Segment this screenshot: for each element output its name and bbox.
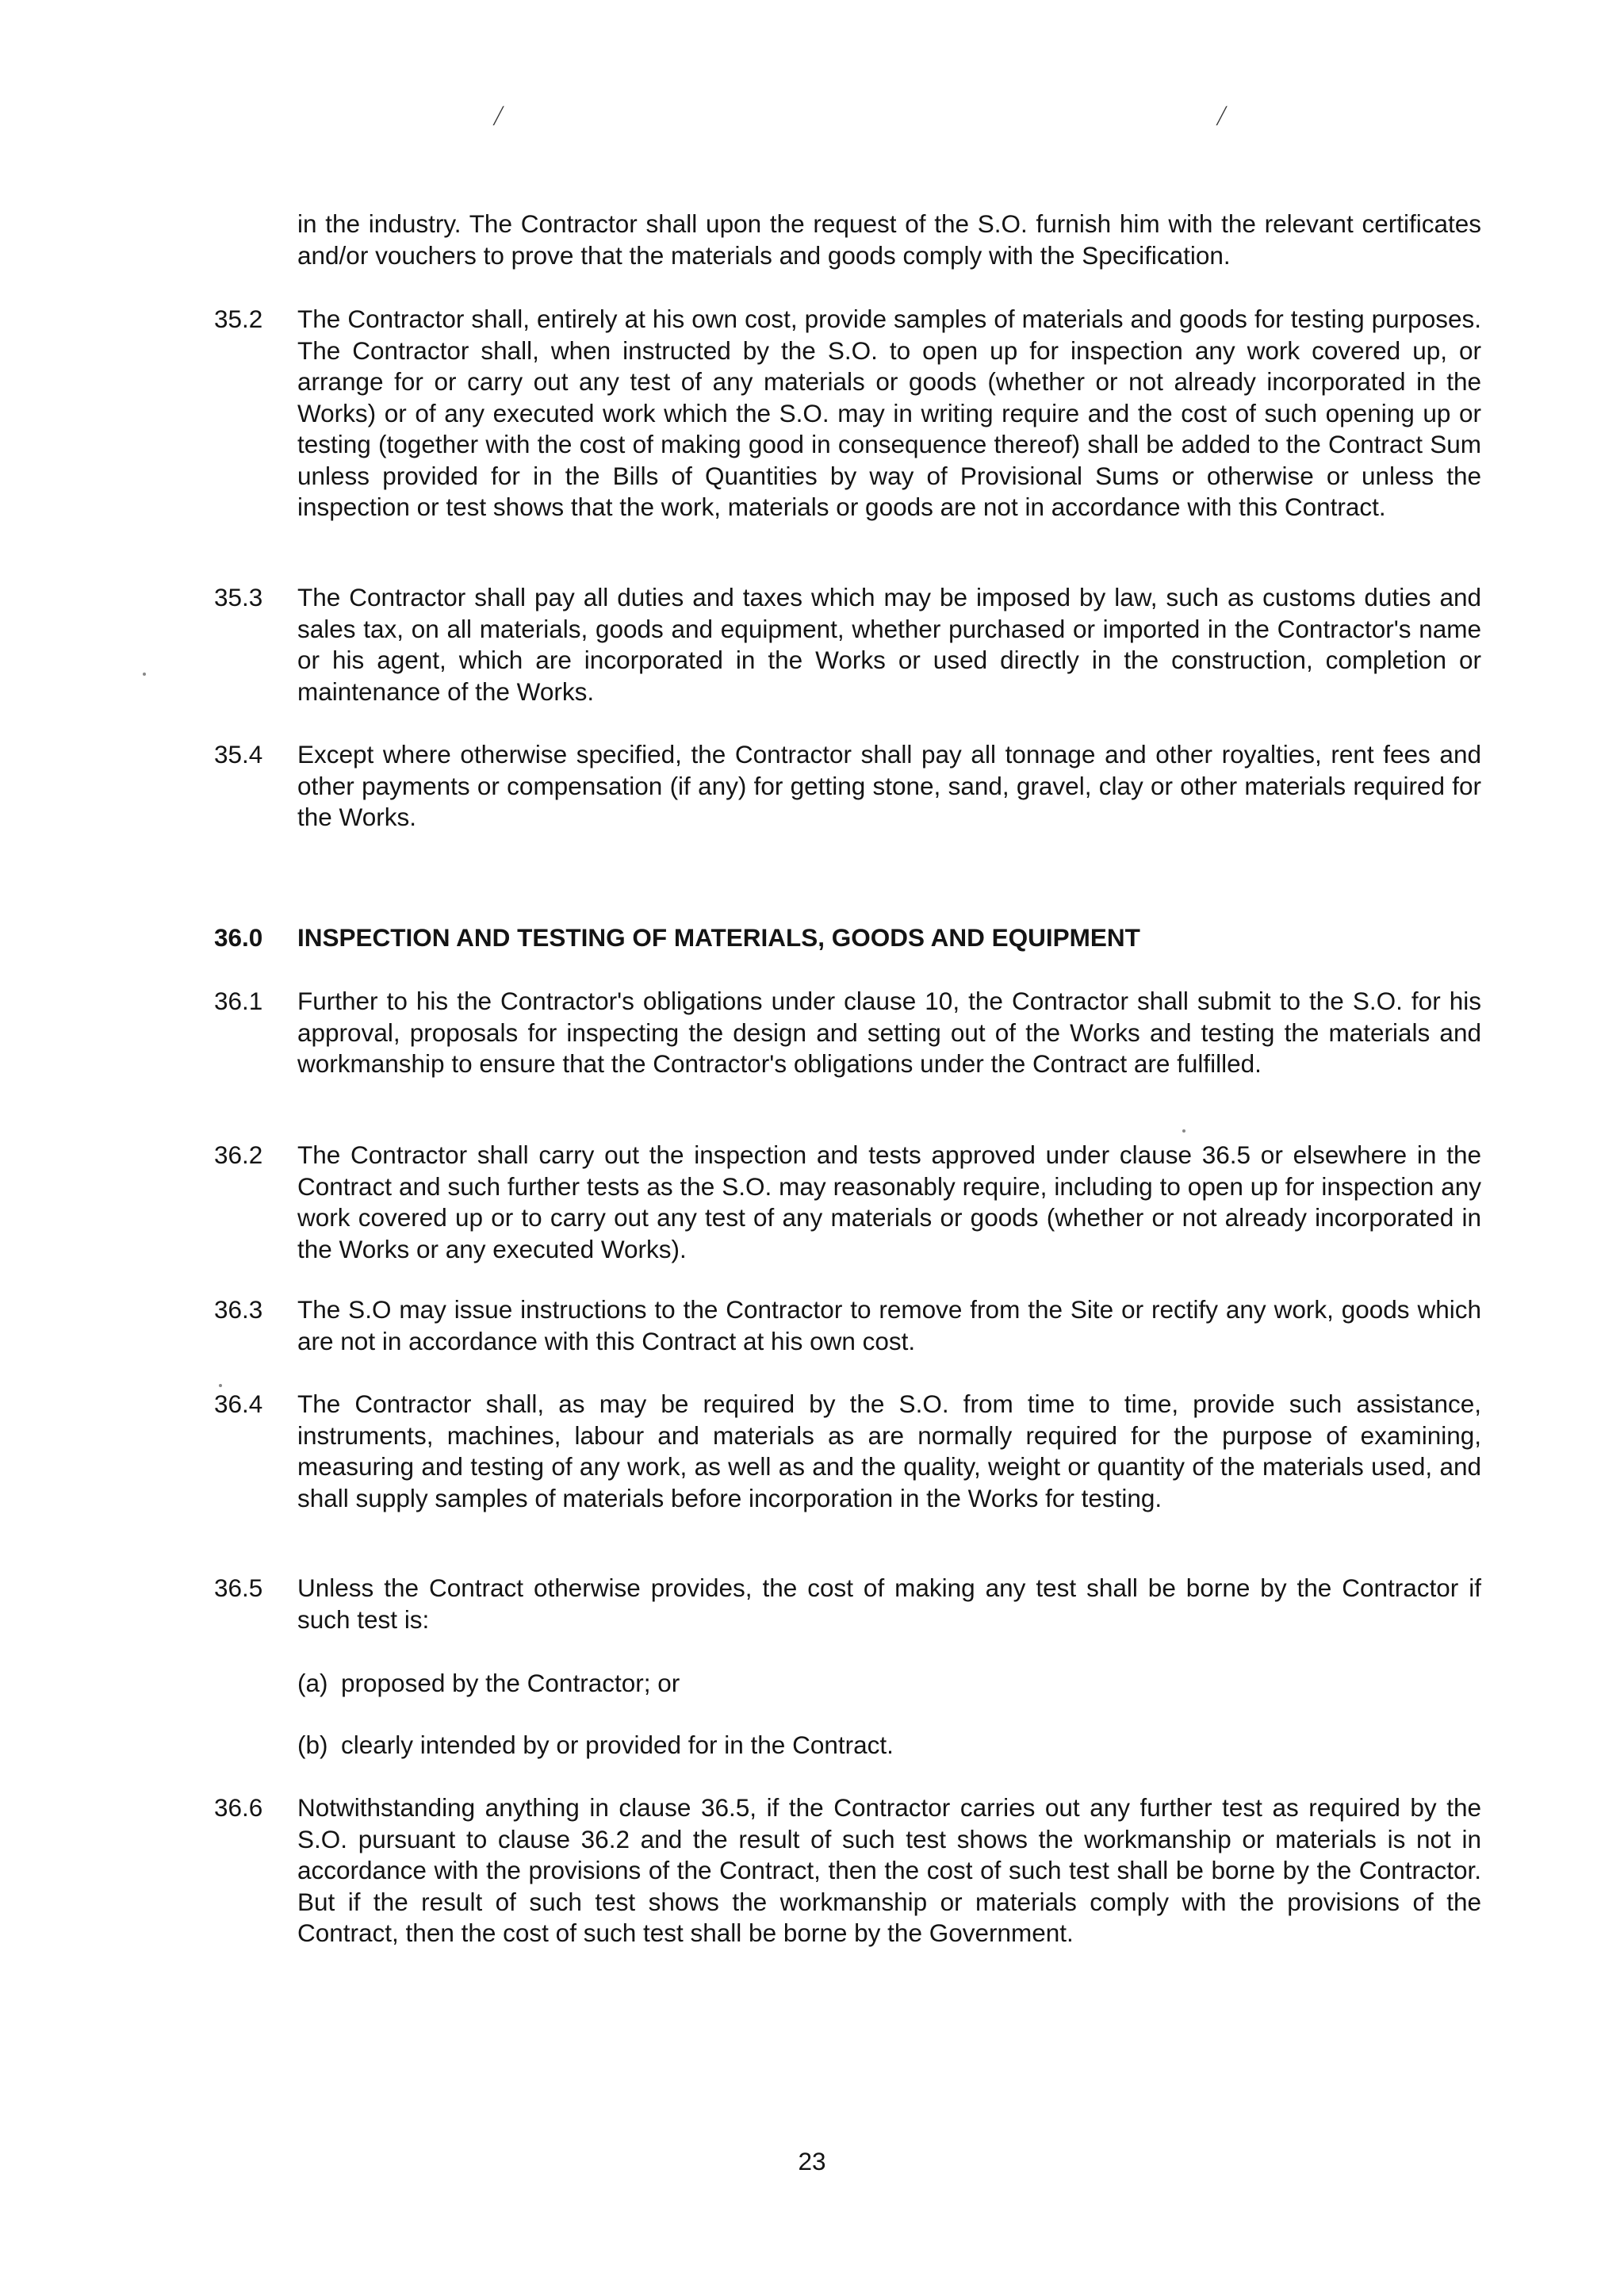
list-item (297, 1730, 894, 1761)
handwritten-tick-mark: ⁄ (494, 101, 504, 132)
clause-number: 36.6 (214, 1793, 263, 1822)
clause-text: The S.O may issue instructions to the Contractor to remove from the Site or rectify any work, goods which are not in accordance with this Contract at his own cost. (297, 1295, 1481, 1355)
section-number: 36.0 (214, 923, 263, 952)
clause-number: 36.3 (214, 1295, 263, 1324)
clause-text: The Contractor shall carry out the inspection and tests approved under clause 36.5 or elsewhere in the Contract and such further tests as the S.O. may reasonably require, including to open up for inspection any work covered up or to carry out any test of any materials or goods (whether or not already incorporated in the Works or any executed Works). (297, 1140, 1481, 1263)
clause-text: The Contractor shall pay all duties and taxes which may be imposed by law, such as customs duties and sales tax, on all materials, goods and equipment, whether purchased or imported in the Contractor's name or his agent, which are incorporated in the Works or used directly in the construction, completion or maintenance of the Works. (297, 583, 1481, 706)
clause-number: 36.1 (214, 987, 263, 1015)
clause-text: The Contractor shall, as may be required by the S.O. from time to time, provide such assistance, instruments, machines, labour and materials as are normally required for the purpose of examining, measuring and testing of any work, as well as and the quality, weight or quantity of the materials used, and shall supply samples of materials before incorporation in the Works for testing. (297, 1389, 1481, 1512)
list-item-text: clearly intended by or provided for in the Contract. (341, 1731, 894, 1759)
list-item-label: (b) (297, 1731, 328, 1759)
clause-number: 35.3 (214, 583, 263, 611)
scan-speck (1182, 1129, 1185, 1133)
clause-number: 35.4 (214, 740, 263, 769)
scan-speck (143, 673, 146, 676)
clause-text: Unless the Contract otherwise provides, the cost of making any test shall be borne by the Contractor if such test is: (297, 1573, 1481, 1634)
list-item-label: (a) (297, 1669, 328, 1697)
scan-speck (219, 1384, 222, 1387)
section-title: INSPECTION AND TESTING OF MATERIALS, GOODS AND EQUIPMENT (297, 923, 1140, 952)
handwritten-tick-mark: ⁄ (1217, 101, 1227, 132)
continuation-paragraph: in the industry. The Contractor shall upon the request of the S.O. furnish him with the relevant certificates and/or vouchers to prove that the materials and goods comply with the Specification. (297, 209, 1481, 270)
list-item (297, 1668, 680, 1700)
clause-number: 35.2 (214, 305, 263, 333)
list-item-text: proposed by the Contractor; or (341, 1669, 680, 1697)
clause-number: 36.2 (214, 1140, 263, 1169)
clause-text: Except where otherwise specified, the Contractor shall pay all tonnage and other royalties, rent fees and other payments or compensation (if any) for getting stone, sand, gravel, clay or other materials required for the Works. (297, 740, 1481, 831)
page-number: 23 (798, 2147, 826, 2175)
clause-text: Notwithstanding anything in clause 36.5, if the Contractor carries out any further test as required by the S.O. pursuant to clause 36.2 and the result of such test shows the workmanship or materials is not in accordance with the provisions of the Contract, then the cost of such test shall be borne by the Contractor. But if the result of such test shows the workmanship or materials comply with the provisions of the Contract, then the cost of such test shall be borne by the Government. (297, 1793, 1481, 1947)
clause-text: The Contractor shall, entirely at his own cost, provide samples of materials and goods for testing purposes. The Contractor shall, when instructed by the S.O. to open up for inspection any work covered up, or arrange for or carry out any test of any materials or goods (whether or not already incorporated in the Works) or of any executed work which the S.O. may in writing require and the cost of such opening up or testing (together with the cost of making good in consequence thereof) shall be added to the Contract Sum unless provided for in the Bills of Quantities by way of Provisional Sums or otherwise or unless the inspection or test shows that the work, materials or goods are not in accordance with this Contract. (297, 305, 1481, 521)
clause-number: 36.4 (214, 1389, 263, 1418)
clause-number: 36.5 (214, 1573, 263, 1602)
clause-text: Further to his the Contractor's obligations under clause 10, the Contractor shall submit to the S.O. for his approval, proposals for inspecting the design and setting out of the Works and testing the materials and workmanship to ensure that the Contractor's obligations under the Contract are fulfilled. (297, 987, 1481, 1078)
